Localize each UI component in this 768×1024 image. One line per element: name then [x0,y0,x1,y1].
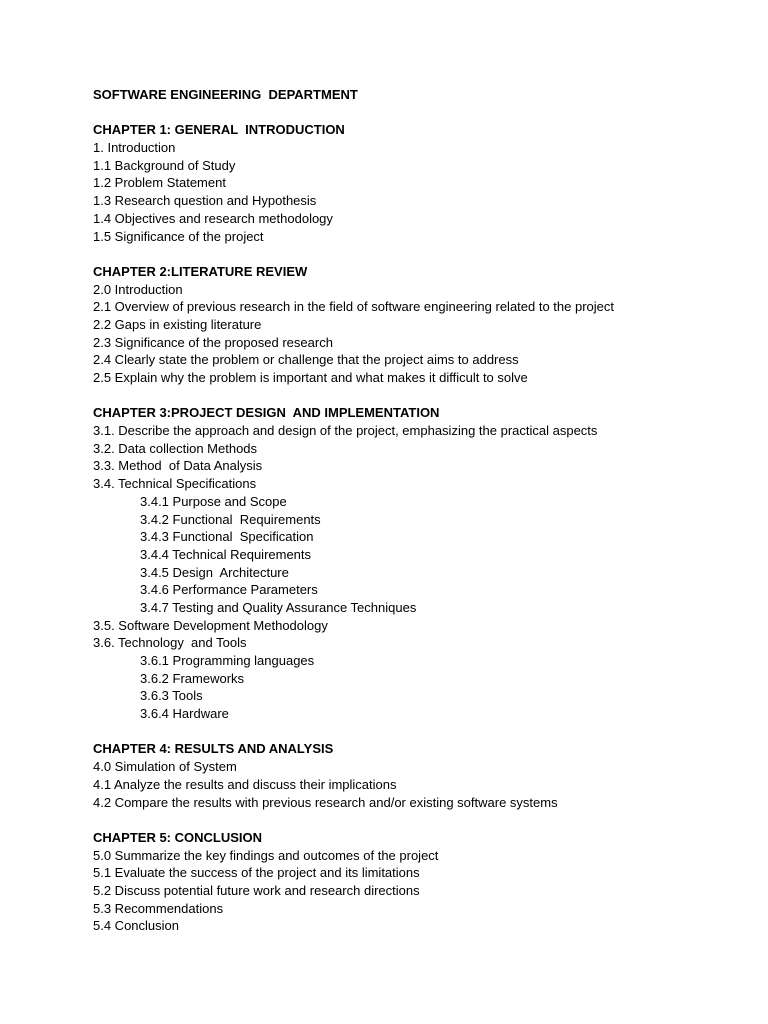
section-item: 3.6. Technology and Tools [93,635,247,651]
subsection-item: 3.4.5 Design Architecture [140,564,289,580]
section-item: 4.2 Compare the results with previous research and/or existing software systems [93,794,558,810]
section-item: 1.2 Problem Statement [93,175,226,191]
subsection-item: 3.4.3 Functional Specification [140,529,314,545]
section-item: 1.4 Objectives and research methodology [93,210,333,226]
subsection-item: 3.6.3 Tools [140,688,203,704]
chapter-list [93,121,753,935]
document-title: SOFTWARE ENGINEERING DEPARTMENT [93,87,358,102]
chapter-heading: CHAPTER 2:LITERATURE REVIEW [93,263,308,279]
chapter-heading: CHAPTER 4: RESULTS AND ANALYSIS [93,741,334,757]
section-item: 2.5 Explain why the problem is important and what makes it difficult to solve [93,370,528,385]
chapter-heading: CHAPTER 5: CONCLUSION [93,829,263,845]
subsection-item: 3.4.4 Technical Requirements [140,546,312,562]
section-item: 3.5. Software Development Methodology [93,617,328,633]
section-item: 1.5 Significance of the project [93,228,264,244]
section-item: 2.3 Significance of the proposed research [93,334,333,350]
section-item: 1. Introduction [93,140,176,156]
subsection-item: 3.6.1 Programming languages [140,653,315,668]
section-item: 1.3 Research question and Hypothesis [93,193,317,209]
subsection-item: 3.6.4 Hardware [140,706,229,722]
subsection-item: 3.4.2 Functional Requirements [140,511,321,527]
section-item: 3.3. Method of Data Analysis [93,458,263,474]
section-item: 2.4 Clearly state the problem or challenge that the project aims to address [93,352,519,368]
section-item: 2.0 Introduction [93,281,183,297]
chapter-section [93,740,753,811]
section-item: 5.3 Recommendations [93,900,224,916]
section-item: 5.1 Evaluate the success of the project and its limitations [93,865,420,881]
document-page [93,86,753,935]
chapter-section [93,404,753,722]
section-item: 2.1 Overview of previous research in the field of software engineering related to the project [93,299,615,315]
chapter-section [93,829,753,935]
subsection-item: 3.4.7 Testing and Quality Assurance Techniques [140,599,417,615]
subsection-item: 3.6.2 Frameworks [140,670,245,686]
chapter-section [93,121,753,245]
chapter-section [93,263,753,387]
chapter-heading: CHAPTER 3:PROJECT DESIGN AND IMPLEMENTATION [93,405,440,421]
chapter-heading: CHAPTER 1: GENERAL INTRODUCTION [93,122,345,138]
section-item: 3.2. Data collection Methods [93,440,258,456]
section-item: 3.4. Technical Specifications [93,476,257,492]
section-item: 4.0 Simulation of System [93,759,237,775]
section-item: 5.4 Conclusion [93,918,179,934]
section-item: 5.2 Discuss potential future work and research directions [93,882,420,898]
subsection-item: 3.4.6 Performance Parameters [140,582,318,598]
subsection-item: 3.4.1 Purpose and Scope [140,493,287,509]
section-item: 5.0 Summarize the key findings and outcomes of the project [93,847,439,863]
section-item: 4.1 Analyze the results and discuss their implications [93,776,397,792]
section-item: 2.2 Gaps in existing literature [93,316,262,332]
section-item: 3.1. Describe the approach and design of the project, emphasizing the practical aspects [93,423,598,439]
section-item: 1.1 Background of Study [93,157,236,173]
